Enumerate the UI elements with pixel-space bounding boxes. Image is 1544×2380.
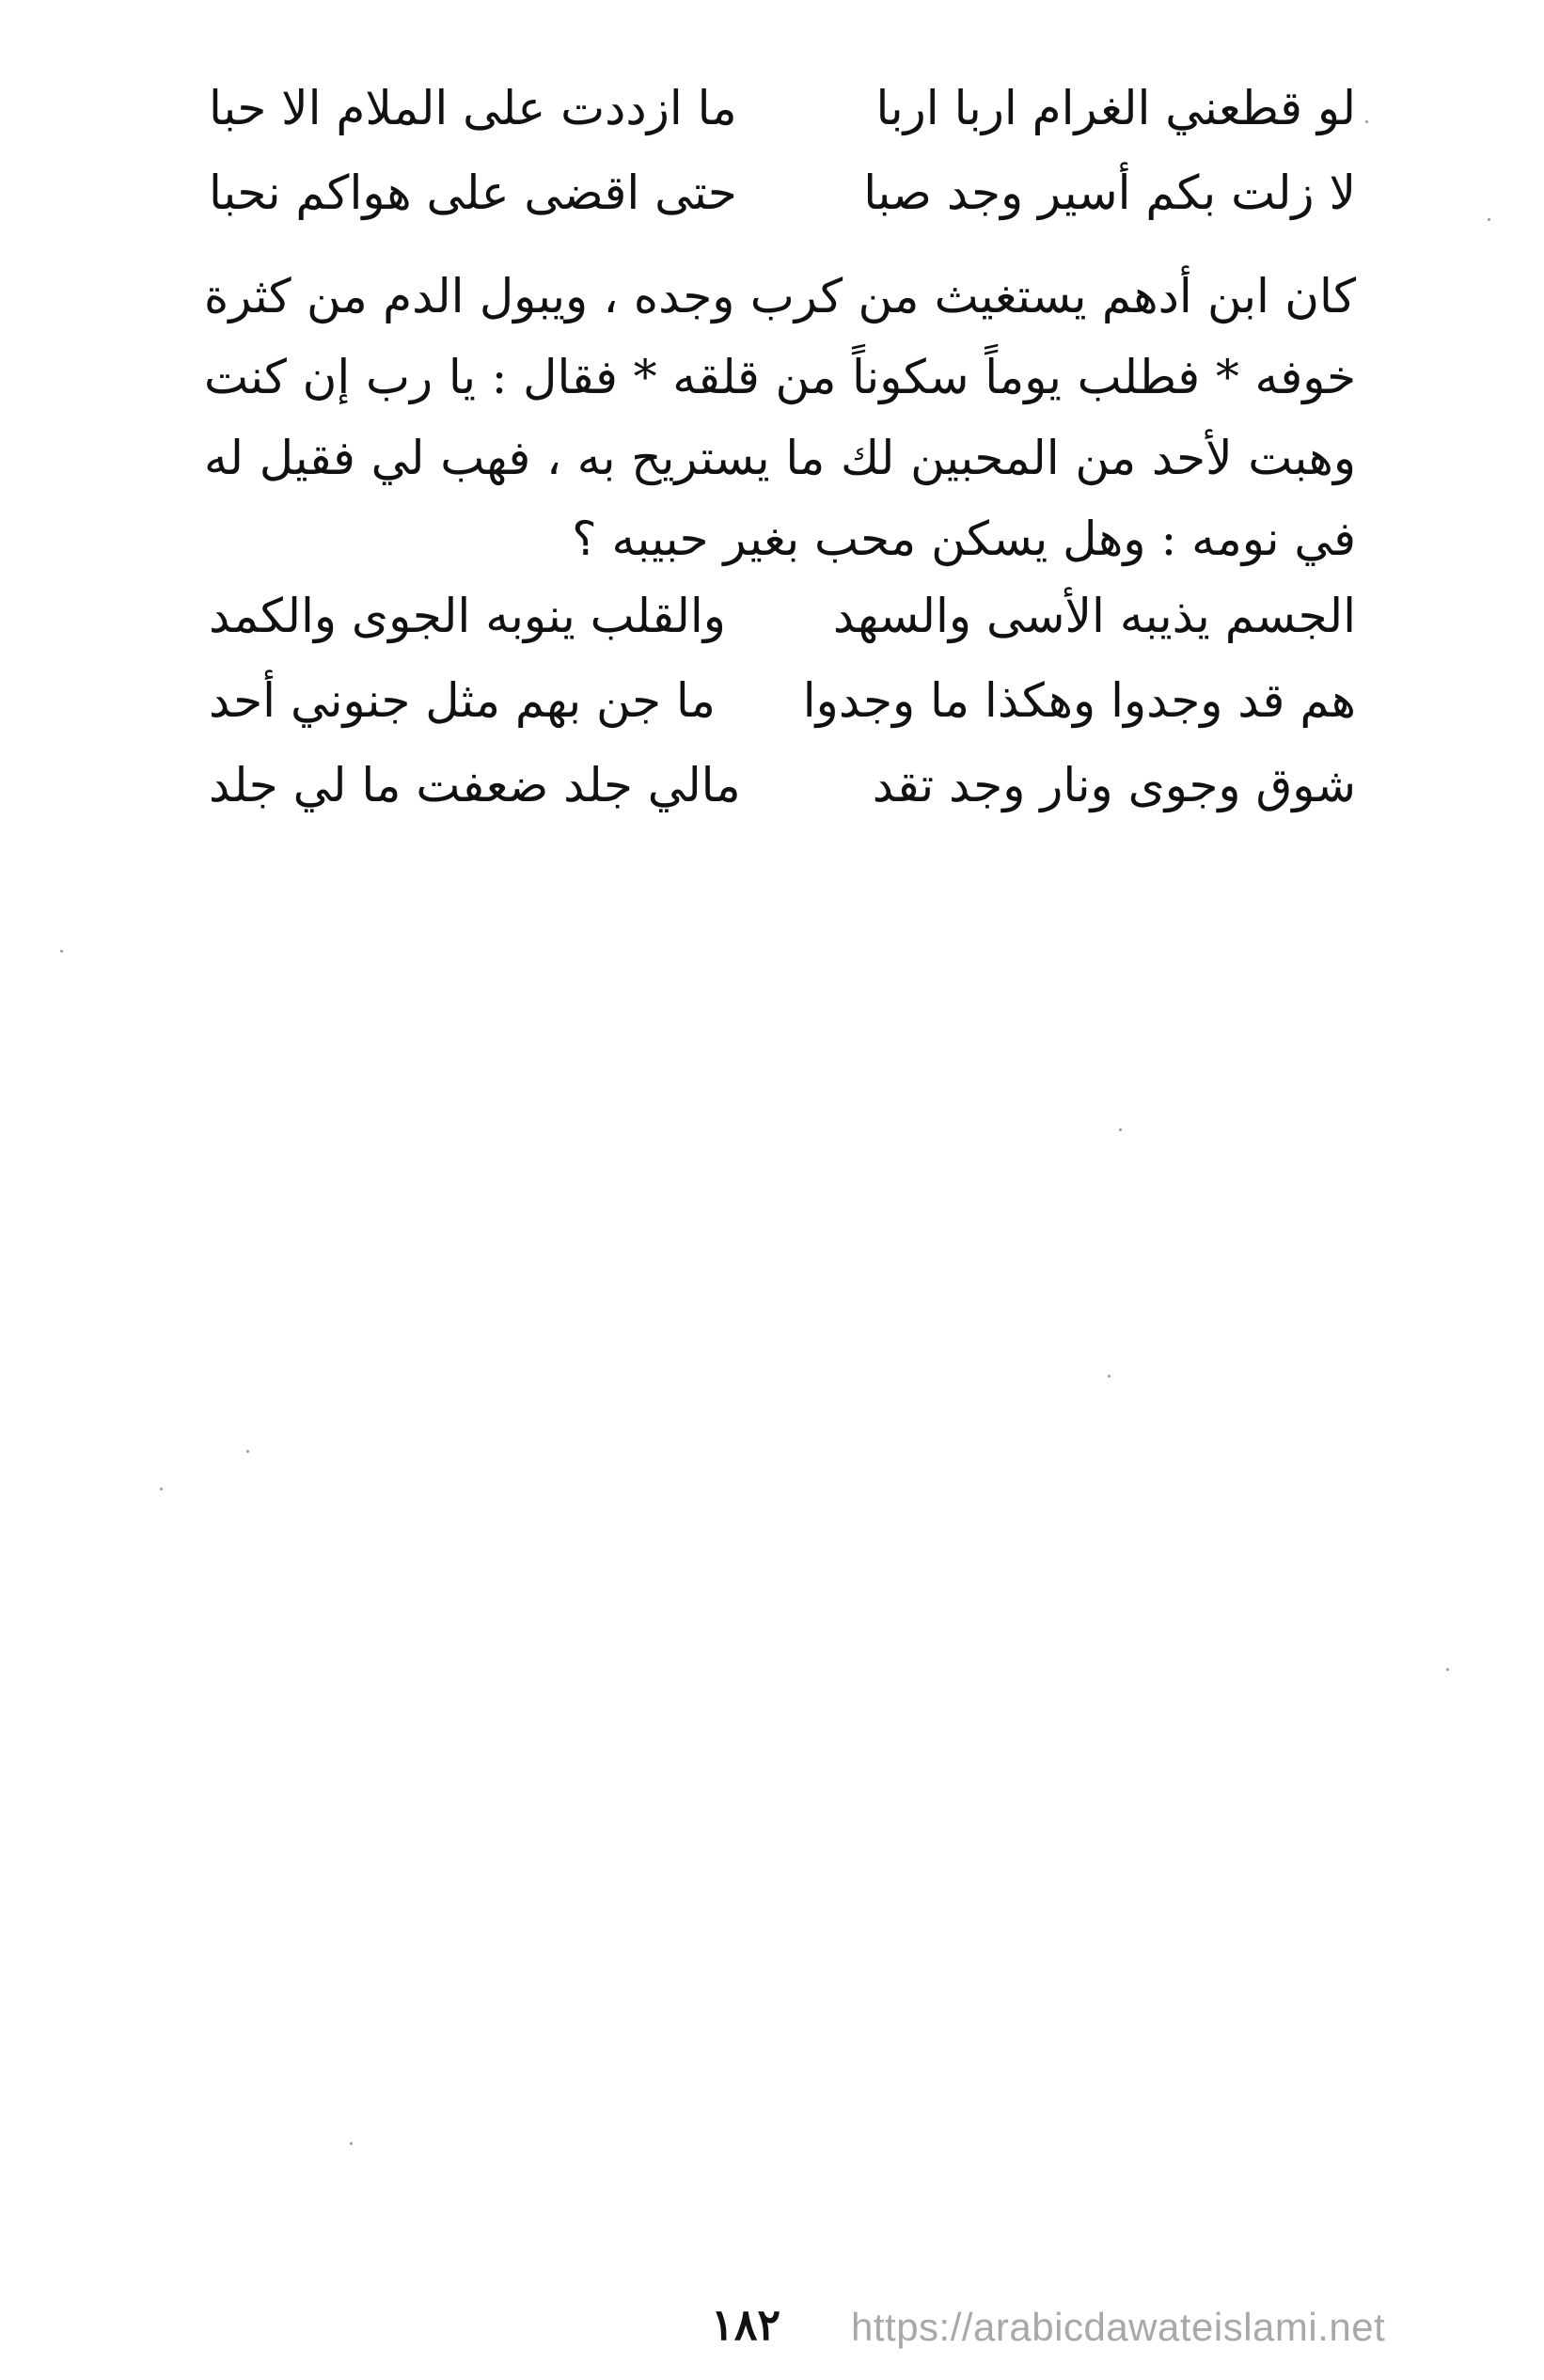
- poem-2: [209, 574, 1356, 827]
- poem-verse: [209, 150, 1356, 235]
- scan-speck: [350, 2142, 353, 2145]
- first-hemistich: شوق وجوى ونار وجد تقد: [872, 758, 1356, 812]
- poem-verse: [209, 66, 1356, 150]
- scan-speck: [1108, 1375, 1111, 1378]
- scan-speck: [1119, 1128, 1122, 1131]
- first-hemistich: الجسم يذيبه الأسى والسهد: [832, 589, 1356, 643]
- first-hemistich: لو قطعني الغرام اربا اربا: [875, 81, 1356, 135]
- second-hemistich: ما ازددت على الملام الا حبا: [209, 81, 737, 135]
- first-hemistich: هم قد وجدوا وهكذا ما وجدوا: [802, 673, 1356, 728]
- scan-speck: [160, 1488, 163, 1490]
- scan-speck: [1365, 120, 1368, 123]
- prose-paragraph: كان ابن أدهم يستغيث من كرب وجده ، ويبول الدم من كثرة خوفه * فطلب يوماً سكوناً من قلقه * فقال : يا رب إن كنت وهبت لأحد من المحبين لك ما يستريح به ، فهب لي فقيل له في نومه : وهل يسكن محب بغير حبيبه ؟: [204, 269, 1356, 566]
- scan-speck: [1446, 1668, 1449, 1671]
- poem-verse: [209, 743, 1356, 827]
- poem-1: [209, 66, 1356, 235]
- second-hemistich: والقلب ينوبه الجوى والكمد: [209, 589, 726, 643]
- second-hemistich: ما جن بهم مثل جنوني أحد: [209, 673, 716, 728]
- scan-speck: [60, 950, 63, 953]
- poem-verse: [209, 658, 1356, 743]
- first-hemistich: لا زلت بكم أسير وجد صبا: [863, 165, 1356, 220]
- poem-verse: [209, 574, 1356, 658]
- page-number: ١٨٢: [711, 2299, 781, 2350]
- scan-speck: [246, 1450, 249, 1453]
- scan-speck: [1488, 218, 1490, 221]
- second-hemistich: مالي جلد ضعفت ما لي جلد: [209, 758, 741, 812]
- website-url: https://arabicdawateislami.net: [851, 2305, 1386, 2349]
- second-hemistich: حتى اقضى على هواكم نحبا: [209, 165, 737, 220]
